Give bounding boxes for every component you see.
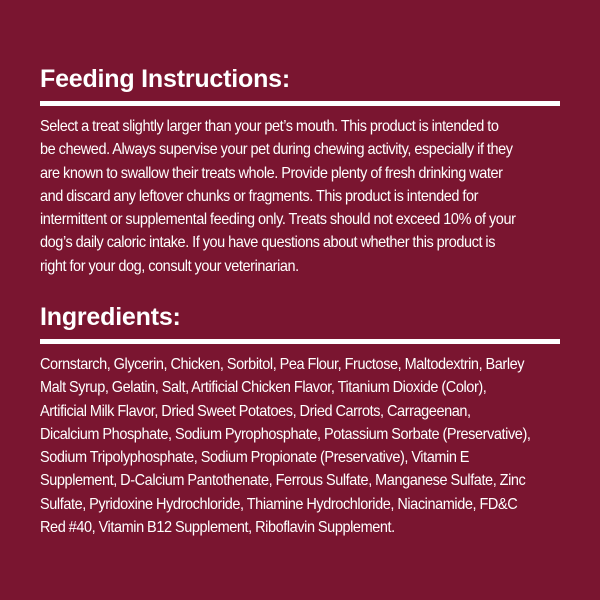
feeding-line: are known to swallow their treats whole. Provide plenty of fresh drinking water (40, 164, 503, 182)
feeding-instructions-heading: Feeding Instructions: (40, 65, 290, 93)
feeding-instructions-section (40, 64, 560, 278)
ingredients-line: Sodium Tripolyphosphate, Sodium Propionate (Preservative), Vitamin E (40, 449, 470, 467)
ingredients-line: Supplement, D-Calcium Pantothenate, Ferrous Sulfate, Manganese Sulfate, Zinc (40, 472, 526, 490)
ingredients-line: Artificial Milk Flavor, Dried Sweet Potatoes, Dried Carrots, Carrageenan, (40, 402, 471, 420)
ingredients-line: Sulfate, Pyridoxine Hydrochloride, Thiamine Hydrochloride, Niacinamide, FD&C (40, 495, 518, 513)
feeding-instructions-text (40, 115, 561, 278)
feeding-line: right for your dog, consult your veterinarian. (40, 257, 299, 275)
ingredients-heading: Ingredients: (40, 303, 181, 331)
feeding-line: dog’s daily caloric intake. If you have questions about whether this product is (40, 234, 496, 252)
feeding-line: be chewed. Always supervise your pet during chewing activity, especially if they (40, 141, 513, 159)
feeding-line: Select a treat slightly larger than your pet’s mouth. This product is intended to (40, 118, 499, 135)
feeding-line: and discard any leftover chunks or fragments. This product is intended for (40, 187, 479, 205)
ingredients-line: Malt Syrup, Gelatin, Salt, Artificial Chicken Flavor, Titanium Dioxide (Color), (40, 379, 487, 397)
ingredients-line: Cornstarch, Glycerin, Chicken, Sorbitol, Pea Flour, Fructose, Maltodextrin, Barley (40, 356, 525, 373)
ingredients-text (40, 353, 561, 539)
ingredients-line: Dicalcium Phosphate, Sodium Pyrophosphate, Potassium Sorbate (Preservative), (40, 425, 531, 443)
feeding-instructions-divider (40, 101, 560, 106)
ingredients-line: Red #40, Vitamin B12 Supplement, Riboflavin Supplement. (40, 519, 395, 537)
ingredients-section (40, 302, 560, 539)
ingredients-divider (40, 339, 560, 344)
feeding-line: intermittent or supplemental feeding only. Treats should not exceed 10% of your (40, 211, 516, 229)
